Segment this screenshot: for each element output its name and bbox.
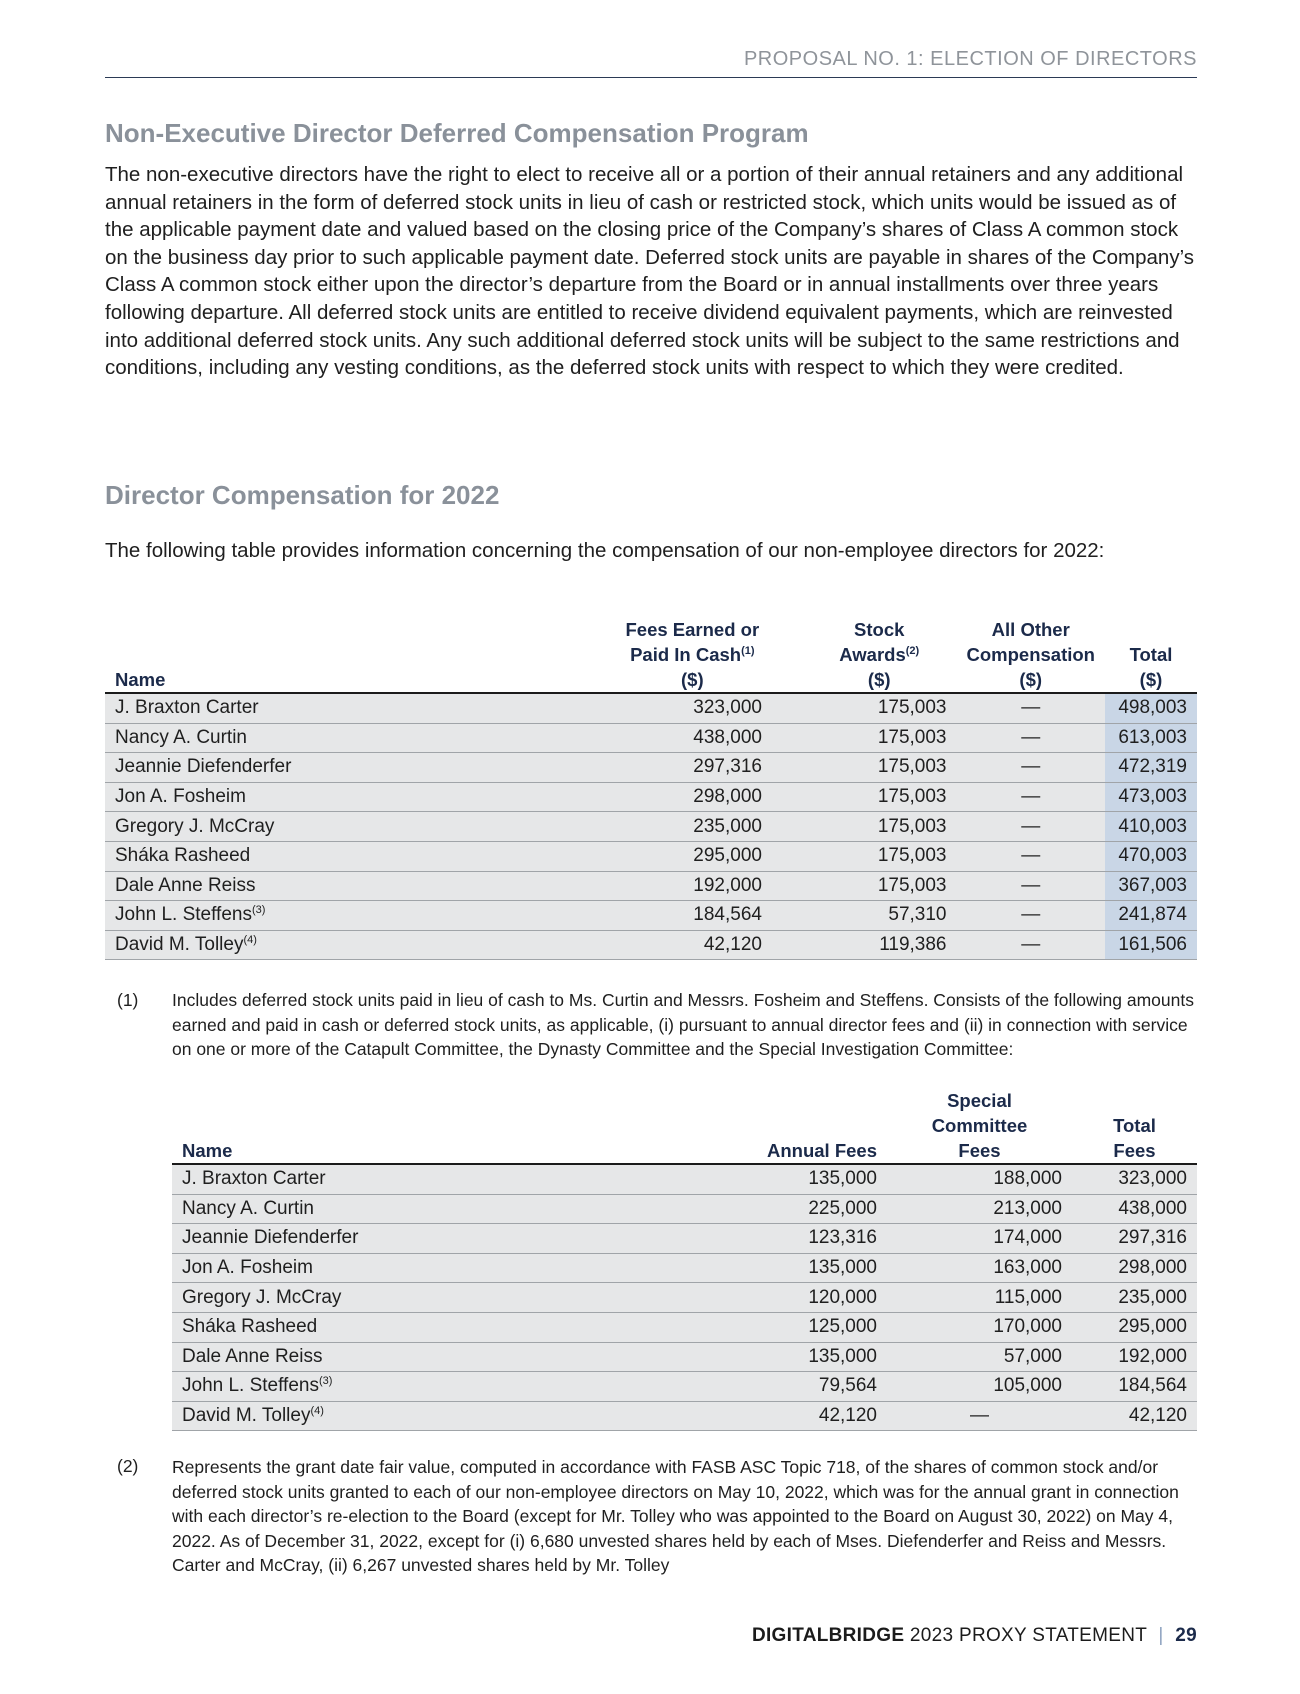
cell-total-fees: 235,000 [1072,1283,1197,1313]
table-row [172,1253,1197,1283]
cell-fees-earned: 192,000 [573,871,772,901]
cell-stock-awards: 119,386 [772,930,957,960]
table-row [172,1312,1197,1342]
cell-stock-awards: 175,003 [772,753,957,783]
col-header-total: Total ($) [1105,617,1197,693]
table-row [172,1372,1197,1402]
cell-name: J. Braxton Carter [172,1164,707,1194]
cell-total: 613,003 [1105,723,1197,753]
table-row [105,723,1197,753]
section-title-deferred-compensation: Non-Executive Director Deferred Compensation Program [105,118,809,148]
cell-name: Nancy A. Curtin [172,1194,707,1224]
cell-annual-fees: 123,316 [707,1224,887,1254]
cell-all-other-compensation: — [957,753,1105,783]
table-row [172,1401,1197,1431]
cell-total-fees: 297,316 [1072,1224,1197,1254]
cell-total: 241,874 [1105,901,1197,931]
cell-total: 472,319 [1105,753,1197,783]
deferred-compensation-paragraph: The non-executive directors have the right to elect to receive all or a portion of their annual retainers and any additional annual retainers in the form of deferred stock units in lieu of cash or restricted stock, which units would be issued as of the applicable payment date and valued based on the closing price of the Company’s shares of Class A common stock on the business day prior to such applicable payment date. Deferred stock units are payable in shares of the Company’s Class A common stock either upon the director’s departure from the Board or in annual installments over three years following departure. All deferred stock units are entitled to receive dividend equivalent payments, which are reinvested into additional deferred stock units. Any such additional deferred stock units will be subject to the same restrictions and conditions, including any vesting conditions, as the deferred stock units with respect to which they were credited. [105,163,1195,380]
cell-all-other-compensation: — [957,723,1105,753]
fees-breakdown-table [172,1088,1197,1431]
table-header-row [172,1088,1197,1164]
cell-special-committee-fees: 57,000 [887,1342,1072,1372]
footnote-2-marker: (2) [117,1456,139,1476]
cell-total: 470,003 [1105,841,1197,871]
cell-annual-fees: 79,564 [707,1372,887,1402]
footer-separator: | [1158,1625,1164,1646]
cell-special-committee-fees: 115,000 [887,1283,1072,1313]
footer-brand: DIGITALBRIDGE [751,1625,905,1646]
cell-name: Jon A. Fosheim [105,782,573,812]
cell-all-other-compensation: — [957,871,1105,901]
cell-name: John L. Steffens$^{(3)}$ [105,901,573,931]
col-header-stock-awards: Stock Awards$^{(2)}$ ($) [772,617,957,693]
footnote-2-text: Represents the grant date fair value, computed in accordance with FASB ASC Topic 718, of the shares of common stock and/or deferred stock units granted to each of our non-employee directors on May 10, 2022, which was for the annual grant in connection with each director’s re-election to the Board (except for Mr. Tolley who was appointed to the Board on August 30, 2022) on May 4, 2022. As of December 31, 2022, except for (i) 6,680 unvested shares held by each of Mses. Diefenderfer and Reiss and Messrs. Carter and McCray, (ii) 6,267 unvested shares held by Mr. Tolley [172,1457,1179,1576]
cell-fees-earned: 42,120 [573,930,772,960]
cell-annual-fees: 120,000 [707,1283,887,1313]
cell-fees-earned: 297,316 [573,753,772,783]
header-rule [105,77,1197,78]
cell-name: Nancy A. Curtin [105,723,573,753]
cell-name: Jeannie Diefenderfer [105,753,573,783]
cell-fees-earned: 323,000 [573,693,772,723]
cell-total-fees: 184,564 [1072,1372,1197,1402]
footer-document-title: 2023 PROXY STATEMENT [909,1625,1147,1646]
cell-fees-earned: 298,000 [573,782,772,812]
cell-total: 161,506 [1105,930,1197,960]
cell-annual-fees: 135,000 [707,1164,887,1194]
table-row [105,693,1197,723]
col-header-annual-fees: Annual Fees [707,1088,887,1164]
cell-stock-awards: 175,003 [772,723,957,753]
cell-special-committee-fees: 174,000 [887,1224,1072,1254]
page-number: 29 [1175,1625,1197,1646]
cell-fees-earned: 184,564 [573,901,772,931]
cell-name: David M. Tolley$^{(4)}$ [172,1401,707,1431]
cell-name: David M. Tolley$^{(4)}$ [105,930,573,960]
cell-annual-fees: 135,000 [707,1253,887,1283]
col-header-name: Name [172,1088,707,1164]
cell-all-other-compensation: — [957,901,1105,931]
col-header-special-committee-fees: Special Committee Fees [887,1088,1072,1164]
cell-all-other-compensation: — [957,841,1105,871]
table-row [172,1194,1197,1224]
cell-fees-earned: 438,000 [573,723,772,753]
cell-special-committee-fees: 213,000 [887,1194,1072,1224]
cell-special-committee-fees: — [887,1401,1072,1431]
table-header-row [105,617,1197,693]
table-row [105,782,1197,812]
table-row [172,1164,1197,1194]
cell-total: 367,003 [1105,871,1197,901]
cell-stock-awards: 175,003 [772,782,957,812]
table-row [105,901,1197,931]
cell-stock-awards: 175,003 [772,871,957,901]
section-title-director-compensation: Director Compensation for 2022 [105,480,500,510]
cell-annual-fees: 135,000 [707,1342,887,1372]
cell-stock-awards: 175,003 [772,841,957,871]
table-row [172,1342,1197,1372]
footnote-1-marker: (1) [117,990,139,1010]
cell-all-other-compensation: — [957,930,1105,960]
cell-name: Jeannie Diefenderfer [172,1224,707,1254]
cell-annual-fees: 42,120 [707,1401,887,1431]
cell-annual-fees: 225,000 [707,1194,887,1224]
cell-stock-awards: 57,310 [772,901,957,931]
cell-total-fees: 192,000 [1072,1342,1197,1372]
director-compensation-table [105,617,1197,960]
cell-name: Gregory J. McCray [105,812,573,842]
footnote-1-text: Includes deferred stock units paid in lieu of cash to Ms. Curtin and Messrs. Fosheim and Steffens. Consists of the following amounts earned and paid in cash or deferred stock units, as applicable, (i) pursuant to annual director fees and (ii) in connection with service on one or more of the Catapult Committee, the Dynasty Committee and the Special Investigation Committee: [172,990,1194,1060]
table-row [172,1224,1197,1254]
cell-name: Jon A. Fosheim [172,1253,707,1283]
cell-special-committee-fees: 170,000 [887,1312,1072,1342]
cell-total-fees: 438,000 [1072,1194,1197,1224]
page-footer [105,1625,1197,1647]
table-row [105,871,1197,901]
cell-fees-earned: 235,000 [573,812,772,842]
cell-name: Sháka Rasheed [105,841,573,871]
cell-total-fees: 295,000 [1072,1312,1197,1342]
cell-total: 473,003 [1105,782,1197,812]
cell-name: Gregory J. McCray [172,1283,707,1313]
cell-special-committee-fees: 163,000 [887,1253,1072,1283]
table-row [105,753,1197,783]
cell-all-other-compensation: — [957,812,1105,842]
cell-annual-fees: 125,000 [707,1312,887,1342]
cell-total: 410,003 [1105,812,1197,842]
cell-name: J. Braxton Carter [105,693,573,723]
col-header-total-fees: Total Fees [1072,1088,1197,1164]
table-row [105,841,1197,871]
cell-all-other-compensation: — [957,693,1105,723]
cell-fees-earned: 295,000 [573,841,772,871]
cell-total-fees: 42,120 [1072,1401,1197,1431]
cell-name: Sháka Rasheed [172,1312,707,1342]
cell-stock-awards: 175,003 [772,693,957,723]
col-header-fees-earned: Fees Earned or Paid In Cash$^{(1)}$ ($) [573,617,772,693]
cell-name: Dale Anne Reiss [105,871,573,901]
running-header: PROPOSAL NO. 1: ELECTION OF DIRECTORS [743,48,1197,70]
cell-total: 498,003 [1105,693,1197,723]
table-row [105,930,1197,960]
cell-stock-awards: 175,003 [772,812,957,842]
cell-name: Dale Anne Reiss [172,1342,707,1372]
col-header-all-other-compensation: All Other Compensation ($) [957,617,1105,693]
cell-total-fees: 323,000 [1072,1164,1197,1194]
director-compensation-intro: The following table provides information concerning the compensation of our non-employee directors for 2022: [105,539,1105,562]
cell-total-fees: 298,000 [1072,1253,1197,1283]
cell-name: John L. Steffens$^{(3)}$ [172,1372,707,1402]
cell-special-committee-fees: 188,000 [887,1164,1072,1194]
table-row [172,1283,1197,1313]
cell-all-other-compensation: — [957,782,1105,812]
cell-special-committee-fees: 105,000 [887,1372,1072,1402]
col-header-name: Name [105,617,573,693]
table-row [105,812,1197,842]
